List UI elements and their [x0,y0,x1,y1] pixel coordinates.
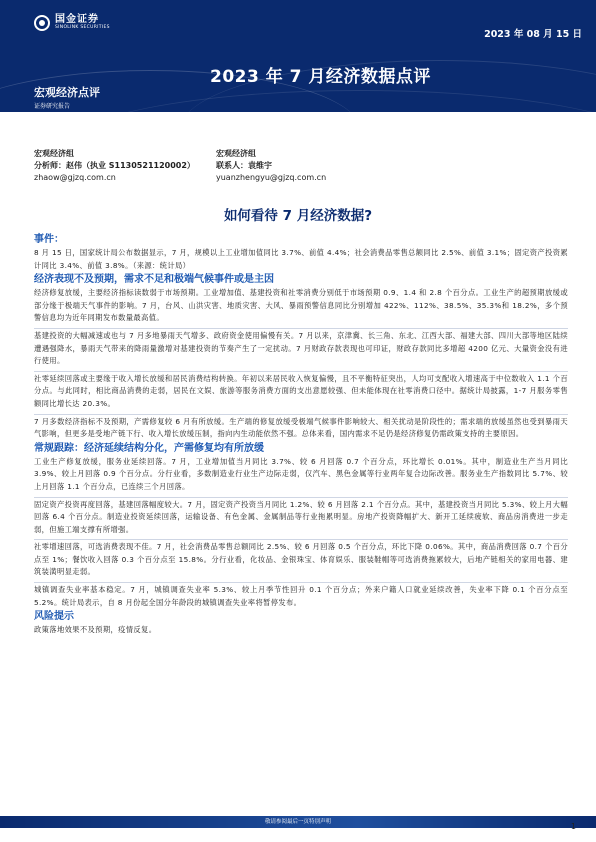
logo-name-en: SINOLINK SECURITIES [55,25,110,30]
report-subcategory: 证券研究报告 [34,103,71,110]
report-category: 宏观经济点评 [34,86,100,99]
divider [34,371,568,372]
analyst-role: 分析师：赵伟（执业 S1130521120002） [34,161,195,170]
section-heading-tracking: 常规跟踪：经济延续结构分化，产需修复均有所放缓 [34,442,264,454]
contact-group: 宏观经济组 [216,149,256,158]
section-heading-event: 事件： [34,234,64,245]
section-heading-risk: 风险提示 [34,611,74,623]
logo-name-cn: 国金证券 [55,14,99,25]
footer-disclaimer: 敬请参阅最后一页特别声明 [264,819,331,825]
report-body [34,232,568,637]
paragraph: 政策落地效果不及预期，疫情反复。 [34,625,157,635]
analyst-info-left [34,148,195,184]
report-date: 2023 年 08 月 15 日 [484,29,582,40]
paragraph: 城镇调查失业率基本稳定。7 月，城镇调查失业率 5.3%、较上月季节性回升 0.1 个百分点；外来户籍人口就业延续改善，失业率下降 0.1 个百分点至 5.2%。统计局表示，自 8 月份起全国分年龄段的城镇调查失业率将暂停发布。 [34,585,568,607]
company-logo [34,14,110,31]
document-title: 如何看待 7 月经济数据? [223,208,373,224]
paragraph: 7 月多数经济指标不及预期，产需修复较 6 月有所放缓。生产端的修复放缓受极端气候事件影响较大、相关扰动是阶段性的；需求端的放缓虽然也受到暴雨天气影响，但更多是受地产链下行、收入增长放缓压制，指向内生动能依然不强。总体来看，国内需求不足仍是经济修复仍需政策支持的主要原因。 [34,416,568,439]
divider [34,328,568,329]
section-heading-performance: 经济表现不及预期，需求不足和极端气候事件或是主因 [34,274,274,286]
paragraph: 社零增速回落，可选消费表现不佳。7 月，社会消费品零售总额同比 2.5%、较 6 月回落 0.5 个百分点，环比下降 0.06%。其中，商品消费回落 0.7 个百分点至 1%；餐饮收入回落 0.3 个百分点至 15.8%。分行业看，化妆品、金银珠宝、体育娱乐、服装鞋帽等可选消费拖累较大，后地产链相关的家用电器、建筑装潢明显走弱。 [34,542,568,577]
paragraph: 8 月 15 日，国家统计局公布数据显示，7 月，规模以上工业增加值同比 3.7%、前值 4.4%；社会消费品零售总额同比 2.5%、前值 3.1%；固定资产投资累计同比 3.4%、前值 3.8%。（来源：统计局） [34,248,569,270]
report-title: 2023 年 7 月经济数据点评 [210,67,431,87]
analyst-info-right [216,148,326,184]
divider [34,539,568,540]
divider [34,497,568,498]
paragraph: 基建投资的大幅减速或也与 7 月多地暴雨天气增多、政府资金使用偏慢有关。7 月以来，京津冀、长三角、东北、江西大部、福建大部、四川大部等地区陆续遭遇强降水，暴雨天气带来的降雨量激增对基建投资的节奏产生了一定扰动。7 月财政存款表现也可印证，财政存款同比多增超 4200 亿元、大量资金没有进行使用。 [34,330,568,366]
analyst-email[interactable]: zhaow@gjzq.com.cn [34,173,116,182]
paragraph: 固定资产投资再度回落，基建回落幅度较大。7 月，固定资产投资当月同比 1.2%、较 6 月回落 2.1 个百分点。其中，基建投资当月同比 5.3%、较上月大幅回落 6.4 个百分点。制造业投资延续回落，运输设备、有色金属、金属制品等行业拖累明显。房地产投资降幅扩大、新开工延续疲软、商品房消费进一步走弱，但施工端支撑有所增强。 [34,499,568,534]
logo-icon [34,15,50,31]
report-header [0,0,596,112]
divider [34,582,568,583]
contact-role: 联系人：袁维宇 [216,161,272,170]
analyst-group: 宏观经济组 [34,149,74,158]
divider [34,414,568,415]
contact-email[interactable]: yuanzhengyu@gjzq.com.cn [216,173,327,182]
paragraph: 经济修复放缓，主要经济指标读数弱于市场预期。工业增加值、基建投资和社零消费分别低于市场预期 0.9、1.4 和 2.8 个百分点。工业生产的超预期放缓或部分缘于极端天气事件的影响。7 月，台风、山洪灾害、地质灾害、大风、暴雨预警信息同比分别增加 422%、112%、38.5%、35.3%和 18.2%，多个预警信息均为近年同期发布数量最高值。 [34,288,568,323]
paragraph: 工业生产修复放缓，服务业延续回落。7 月，工业增加值当月同比 3.7%、较 6 月回落 0.7 个百分点，环比增长 0.01%。其中，制造业生产当月同比 3.9%、较上月回落 0.9 个百分点。分行业看，多数制造业行业生产边际走弱，仅汽车、黑色金属等行业两年复合边际改善。服务业生产指数同比 5.7%、较上月回落 1.1 个百分点，已连续三个月回落。 [34,456,568,491]
paragraph: 社零延续回落或主要缘于收入增长放缓和居民消费结构转换。年初以来居民收入恢复偏慢，且不平衡特征突出，人均可支配收入增速高于中位数收入 1.1 个百分点。与此同时，相比商品消费的走弱，居民在文娱、旅游等服务消费方面的支出意愿较强、但未能体现在社零消费口径中。据统计局披露，1-7 月服务零售额同比增长达 20.3%。 [34,373,568,408]
page-number: 1 [570,822,576,831]
